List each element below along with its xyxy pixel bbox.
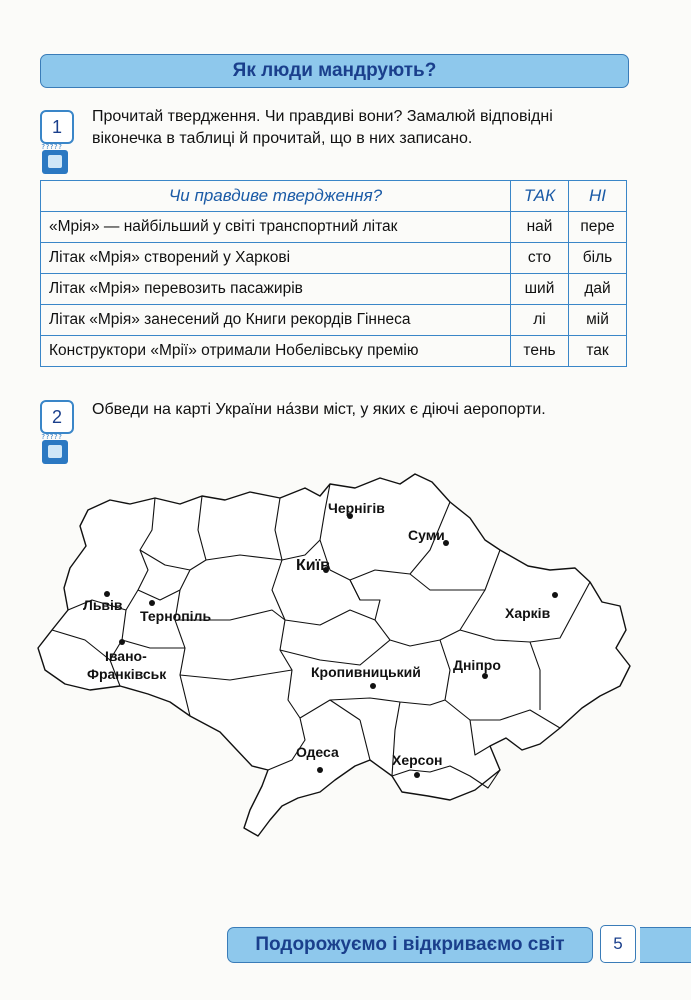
section-title: Подорожуємо і відкриваємо світ [227,927,593,963]
task-number-1: 1 [40,110,74,144]
statement-cell: Літак «Мрія» перевозить пасажирів [41,274,511,305]
city-label-kropyvnytskyi[interactable]: Кропивницький [311,664,421,680]
footer-tab [640,927,691,963]
city-label-chernihiv[interactable]: Чернігів [328,500,385,516]
statement-cell: Літак «Мрія» занесений до Книги рекордів Гіннеса [41,305,511,336]
city-label-sumy[interactable]: Суми [408,527,445,543]
no-window[interactable]: мій [569,305,627,336]
no-window[interactable]: так [569,336,627,367]
city-marker-ivano-frankivsk [119,639,125,645]
table-row [41,274,627,305]
city-marker-ternopil [149,600,155,606]
task-1-line-2: віконечка в таблиці й прочитай, що в них записано. [92,130,473,147]
city-label-lviv[interactable]: Львів [83,597,123,613]
city-label-ternopil[interactable]: Тернопіль [140,608,212,624]
table-header-no: НІ [569,181,627,212]
table-row [41,243,627,274]
reading-task-icon: ????? [42,150,68,174]
task-1-line-1: Прочитай твердження. Чи правдиві вони? Замалюй відповідні [92,108,553,125]
city-label-kharkiv[interactable]: Харків [505,605,551,621]
city-label-ivano-frankivsk-1[interactable]: Івано- [105,648,147,664]
yes-window[interactable]: сто [511,243,569,274]
table-row [41,212,627,243]
yes-window[interactable]: тень [511,336,569,367]
city-label-kherson[interactable]: Херсон [392,752,443,768]
table-row [41,336,627,367]
task-1-instructions [92,106,553,150]
yes-window[interactable]: най [511,212,569,243]
yes-window[interactable]: ший [511,274,569,305]
statement-cell: «Мрія» — найбільший у світі транспортний літак [41,212,511,243]
statement-cell: Літак «Мрія» створений у Харкові [41,243,511,274]
ukraine-map [30,470,640,850]
city-marker-kropyvnytskyi [370,683,376,689]
city-marker-odesa [317,767,323,773]
yes-window[interactable]: лі [511,305,569,336]
table-header-question: Чи правдиве твердження? [41,181,511,212]
city-marker-kharkiv [552,592,558,598]
city-label-dnipro[interactable]: Дніпро [453,657,501,673]
city-label-odesa[interactable]: Одеса [296,744,339,760]
no-window[interactable]: біль [569,243,627,274]
no-window[interactable]: дай [569,274,627,305]
task-2-instructions: Обведи на карті України на́зви міст, у яких є діючі аеропорти. [92,401,546,418]
city-marker-dnipro [482,673,488,679]
task-number-2: 2 [40,400,74,434]
city-label-kyiv[interactable]: Київ [296,557,330,574]
no-window[interactable]: пере [569,212,627,243]
table-row [41,305,627,336]
table-header-yes: ТАК [511,181,569,212]
page-title: Як люди мандрують? [40,54,629,88]
city-label-ivano-frankivsk-2[interactable]: Франківськ [87,666,167,682]
reading-task-icon: ????? [42,440,68,464]
statements-table [40,180,627,367]
city-marker-kherson [414,772,420,778]
statement-cell: Конструктори «Мрії» отримали Нобелівську премію [41,336,511,367]
page-number: 5 [600,925,636,963]
